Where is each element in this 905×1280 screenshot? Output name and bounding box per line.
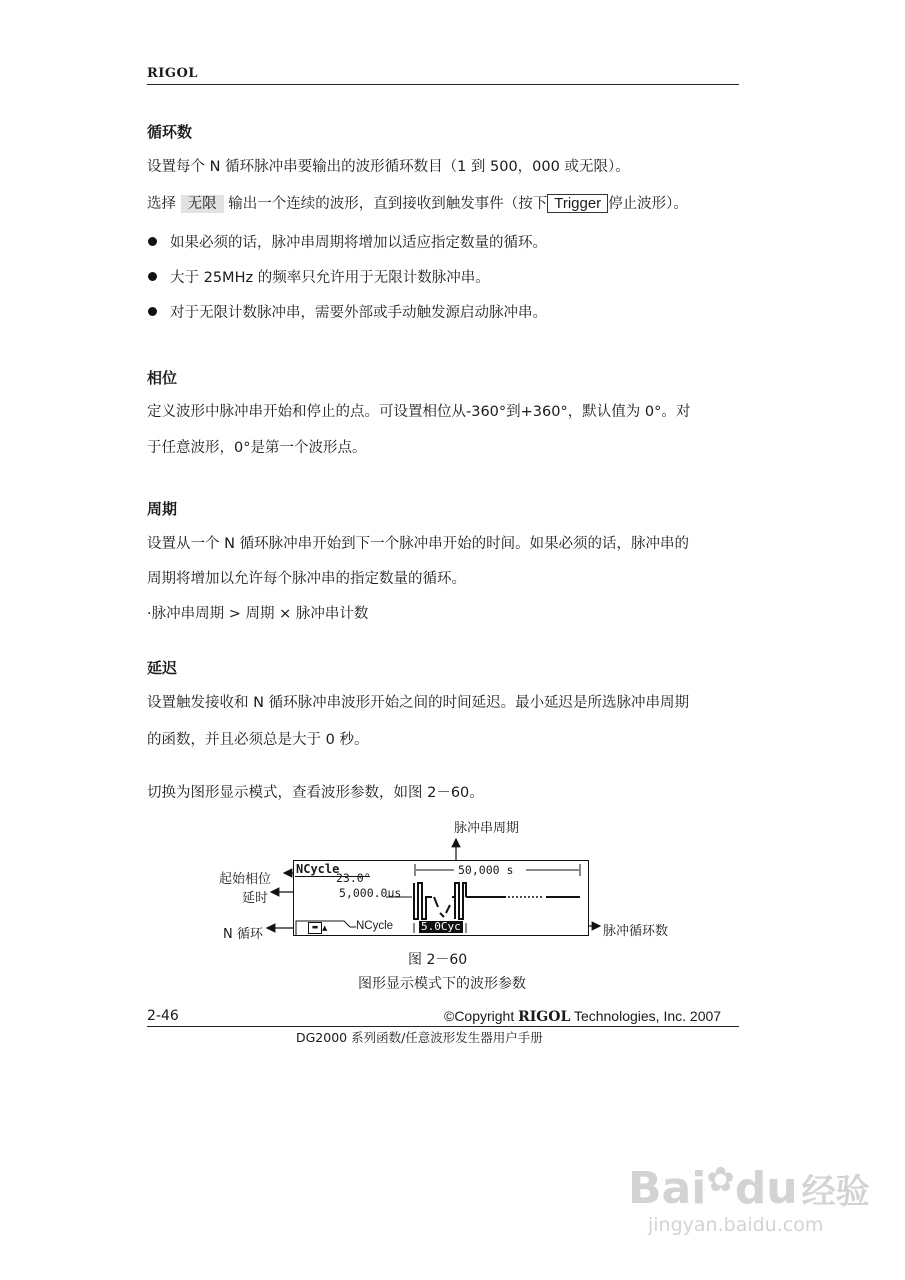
header-rule (147, 84, 739, 85)
period-value: 50,000 s (458, 863, 514, 877)
softkey-arrow-icon: ▲ (322, 924, 328, 932)
baidu-watermark (628, 1160, 870, 1214)
bullet-icon (148, 237, 157, 246)
period-line-2: 周期将增加以允许每个脉冲串的指定数量的循环。 (147, 571, 466, 587)
p2-suffix: 停止波形）。 (608, 196, 688, 212)
p2-prefix: 选择 (147, 196, 176, 212)
footer-page-number: 2-46 (147, 1008, 179, 1024)
delay-line-2: 的函数，并且必须总是大于 0 秒。 (147, 732, 369, 748)
watermark-brand-2: du (734, 1163, 798, 1214)
cycles-paragraph-2 (147, 194, 688, 214)
figure-intro: 切换为图形显示模式，查看波形参数，如图 2－60。 (147, 785, 484, 801)
footer-manual-title: DG2000 系列函数/任意波形发生器用户手册 (296, 1030, 543, 1045)
label-n-cycle: N 循环 (223, 927, 263, 942)
figure-2-60 (200, 812, 680, 947)
bullet-icon (148, 272, 157, 281)
paw-icon: ✿ (706, 1160, 735, 1200)
delay-line-1: 设置触发接收和 N 循环脉冲串波形开始之间的时间延迟。最小延迟是所选脉冲串周期 (147, 695, 690, 711)
section-heading-phase: 相位 (147, 369, 178, 387)
infinite-softkey-label: 无限 (181, 195, 224, 213)
footer-copyright: ©Copyright RIGOL Technologies, Inc. 2007 (444, 1008, 722, 1025)
footer-brand: RIGOL (518, 1009, 571, 1025)
label-burst-cycles: 脉冲循环数 (603, 924, 669, 939)
softkey-label: NCycle (356, 920, 394, 932)
p2-middle: 输出一个连续的波形，直到接收到触发事件（按下 (228, 196, 548, 212)
period-formula: ·脉冲串周期 > 周期 × 脉冲串计数 (147, 606, 369, 622)
bullet-icon (148, 307, 157, 316)
label-burst-period: 脉冲串周期 (454, 821, 520, 836)
cycles-bullet-list: 如果必须的话，脉冲串周期将增加以适应指定数量的循环。 大于 25MHz 的频率只允许用于无限计数脉冲串。 对于无限计数脉冲串，需要外部或手动触发源启动脉冲串。 (148, 231, 748, 331)
delay-value: 5,000.0us (339, 886, 402, 900)
footer-rule (147, 1026, 739, 1027)
label-start-phase: 起始相位 (219, 872, 272, 887)
watermark-service: 经验 (801, 1172, 870, 1212)
section-heading-delay: 延迟 (147, 659, 178, 677)
section-heading-period: 周期 (147, 500, 178, 518)
header-brand: RIGOL (147, 66, 198, 81)
phase-value: 23.0° (336, 871, 371, 885)
phase-line-1: 定义波形中脉冲串开始和停止的点。可设置相位从-360°到+360°，默认值为 0°。对 (147, 404, 691, 420)
label-delay: 延时 (242, 891, 269, 906)
watermark-brand: Bai (628, 1163, 707, 1214)
period-line-1: 设置从一个 N 循环脉冲串开始到下一个脉冲串开始的时间。如果必须的话，脉冲串的 (147, 536, 690, 552)
softkey-icon: ▬ (308, 922, 322, 934)
mode-title: NCycle (296, 862, 340, 876)
lcd-screen (293, 860, 589, 936)
phase-line-2: 于任意波形，0°是第一个波形点。 (147, 440, 367, 456)
watermark-url: jingyan.baidu.com (648, 1214, 824, 1236)
cycle-count: 5.0Cyc (421, 920, 461, 933)
section-heading-cycles: 循环数 (147, 123, 193, 141)
figure-caption-text: 图形显示模式下的波形参数 (358, 976, 526, 992)
figure-caption-number: 图 2－60 (408, 952, 468, 968)
trigger-key-label: Trigger (547, 194, 608, 213)
cycles-paragraph-1: 设置每个 N 循环脉冲串要输出的波形循环数目（1 到 500，000 或无限）。 (147, 159, 630, 175)
